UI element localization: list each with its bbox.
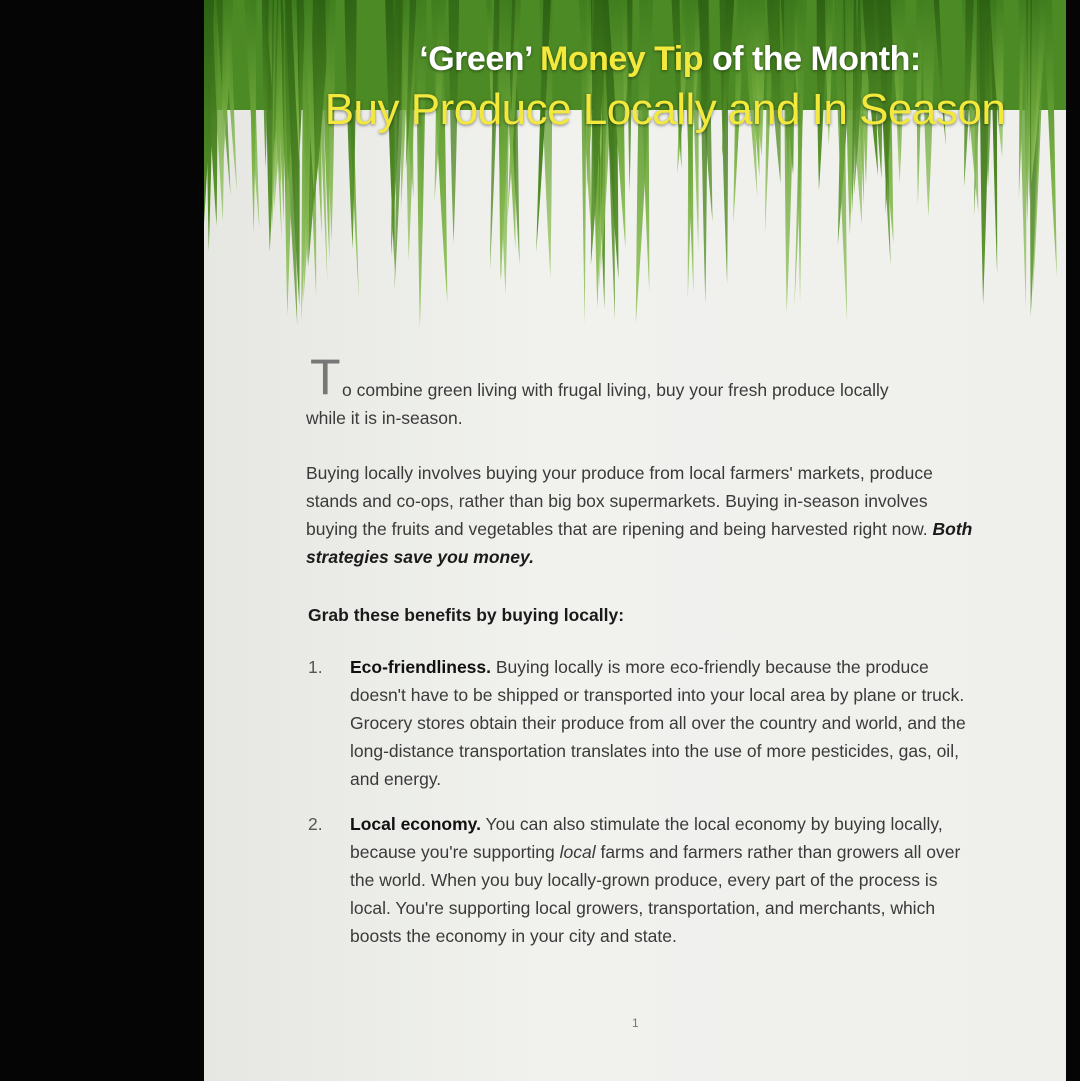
- title-line-1: ‘Green’ Money Tip of the Month:: [419, 40, 921, 78]
- emphasis-text: Both strategies save you money.: [306, 519, 973, 567]
- benefits-heading: Grab these benefits by buying locally:: [308, 605, 625, 625]
- title-block: [204, 40, 1066, 135]
- list-item: 1. Eco-friendliness. Buying locally is more eco-friendly because the produce doesn't have to be shipped or transported into your local area by plane or truck. Grocery stores obtain their produce from all over the country and world, and the long-distance transportation translates into the use of more pesticides, gas, oil, and energy.: [308, 657, 966, 789]
- title-accent: Money Tip: [540, 40, 704, 78]
- intro-paragraph: T o combine green living with frugal living, buy your fresh produce locally while it is in-season.: [306, 349, 889, 428]
- document-page: [204, 0, 1066, 1081]
- article-body: [306, 349, 976, 967]
- title-line-2: Buy Produce Locally and In Season: [324, 85, 1006, 134]
- drop-cap: T: [310, 349, 341, 405]
- paragraph-2: Buying locally involves buying your produce from local farmers' markets, produce stands and co-ops, rather than big box supermarkets. Buying in-season involves buying the fruits and vegetables that are ripening and being harvested right now. Both strategies save you money.: [306, 463, 973, 567]
- benefits-list: [306, 653, 976, 950]
- list-item: 2. Local economy. You can also stimulate the local economy by buying locally, because you're supporting local farms and farmers rather than growers all over the world. When you buy locally-grown produce, every part of the process is local. You're supporting local growers, transportation, and merchants, which boosts the economy in your city and state.: [308, 814, 961, 946]
- page-number: 1: [632, 1016, 639, 1030]
